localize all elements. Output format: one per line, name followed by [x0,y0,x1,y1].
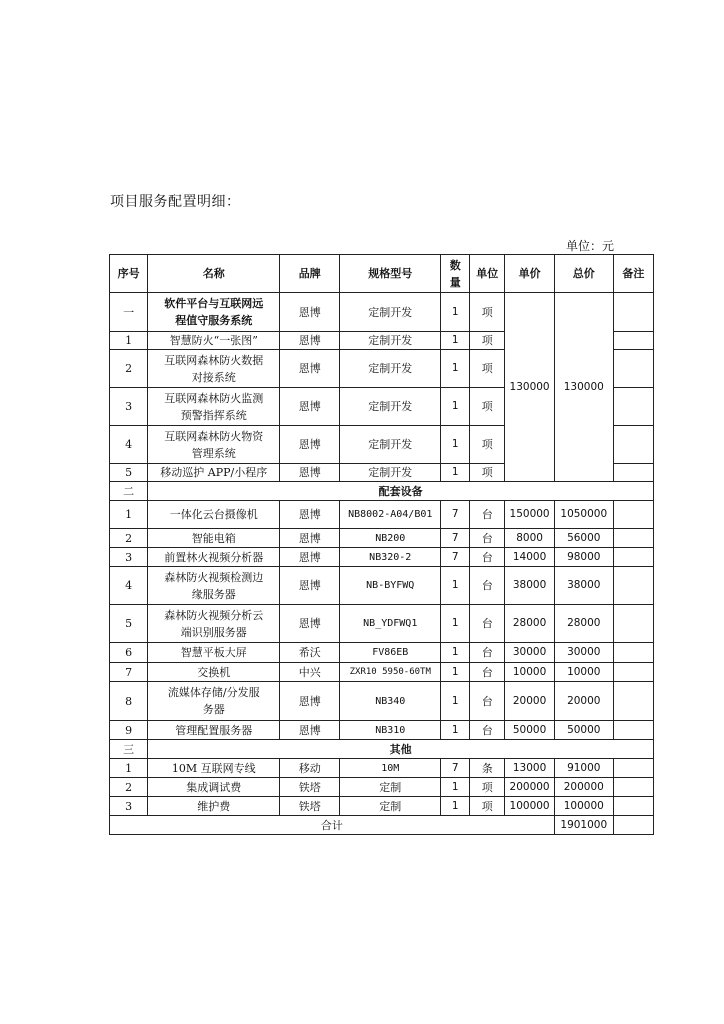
total-label: 合计 [110,816,555,835]
remark-cell [613,721,653,740]
total-cell: 98000 [554,548,613,567]
qty-cell: 7 [441,501,470,529]
price-cell: 20000 [505,682,555,721]
header-row [110,255,654,293]
qty-cell: 1 [441,605,470,643]
model-cell: NB310 [340,721,441,740]
header-qty-b: 量 [449,275,461,289]
seq-cell: 1 [110,759,148,778]
model-cell: NB340 [340,682,441,721]
name-line-2: 管理系统 [191,446,236,460]
total-cell: 28000 [554,605,613,643]
seq-cell: 7 [110,663,148,682]
header-name: 名称 [148,255,280,293]
price-cell: 38000 [505,567,555,605]
brand-cell: 恩博 [280,529,340,548]
header-qty-a: 数 [449,258,461,272]
seq-cell: 一 [110,293,148,332]
name-cell: 智慧防火“一张图” [148,332,280,350]
unit-cell: 台 [470,721,505,740]
seq-cell: 3 [110,388,148,426]
qty-cell: 1 [441,350,470,388]
price-cell: 100000 [505,797,555,816]
model-cell: 定制开发 [340,293,441,332]
brand-cell: 移动 [280,759,340,778]
seq-cell: 5 [110,605,148,643]
seq-cell: 三 [110,740,148,759]
name-cell: 10M 互联网专线 [148,759,280,778]
name-cell: 管理配置服务器 [148,721,280,740]
remark-cell [613,388,653,426]
price-cell: 150000 [505,501,555,529]
table-row [110,759,654,778]
name-cell [148,605,280,643]
unit-cell: 台 [470,663,505,682]
total-cell: 91000 [554,759,613,778]
seq-cell: 4 [110,426,148,464]
qty-cell: 1 [441,797,470,816]
price-cell: 13000 [505,759,555,778]
total-cell: 1050000 [554,501,613,529]
model-cell: ZXR10 5950-60TM [340,663,441,682]
remark-cell [613,350,653,388]
total-value: 1901000 [554,816,613,835]
remark-cell [613,778,653,797]
price-cell: 10000 [505,663,555,682]
total-cell: 30000 [554,643,613,663]
header-model: 规格型号 [340,255,441,293]
name-cell [148,293,280,332]
brand-cell: 铁塔 [280,797,340,816]
seq-cell: 1 [110,501,148,529]
total-cell: 130000 [554,293,613,482]
header-brand: 品牌 [280,255,340,293]
model-cell: NB200 [340,529,441,548]
model-cell: NB8002-A04/B01 [340,501,441,529]
seq-cell: 2 [110,350,148,388]
model-cell: 定制 [340,778,441,797]
total-cell: 38000 [554,567,613,605]
name-cell: 集成调试费 [148,778,280,797]
header-unit: 单位 [470,255,505,293]
unit-cell: 项 [470,388,505,426]
unit-cell: 项 [470,797,505,816]
table-row [110,567,654,605]
seq-cell: 二 [110,482,148,501]
section-name: 其他 [148,740,654,759]
unit-cell: 台 [470,529,505,548]
brand-cell: 恩博 [280,682,340,721]
unit-cell: 项 [470,426,505,464]
seq-cell: 3 [110,548,148,567]
brand-cell: 恩博 [280,548,340,567]
remark-cell [613,464,653,482]
remark-cell [613,663,653,682]
total-cell: 20000 [554,682,613,721]
brand-cell: 恩博 [280,464,340,482]
qty-cell: 7 [441,529,470,548]
name-line-2: 务器 [202,703,225,716]
model-cell: NB-BYFWQ [340,567,441,605]
remark-cell [613,682,653,721]
seq-cell: 8 [110,682,148,721]
name-cell [148,350,280,388]
qty-cell: 1 [441,567,470,605]
model-cell: NB320-2 [340,548,441,567]
table-row [110,529,654,548]
total-cell: 100000 [554,797,613,816]
unit-cell: 台 [470,501,505,529]
name-line-2: 缘服务器 [191,587,236,601]
table-row [110,721,654,740]
qty-cell: 1 [441,388,470,426]
unit-cell: 项 [470,350,505,388]
name-cell: 维护费 [148,797,280,816]
unit-cell: 项 [470,778,505,797]
seq-cell: 4 [110,567,148,605]
model-cell: 定制开发 [340,426,441,464]
table-row [110,643,654,663]
name-cell: 智慧平板大屏 [148,643,280,663]
qty-cell: 1 [441,464,470,482]
model-cell: 定制开发 [340,388,441,426]
brand-cell: 中兴 [280,663,340,682]
name-cell [148,682,280,721]
brand-cell: 恩博 [280,350,340,388]
header-seq: 序号 [110,255,148,293]
remark-cell [613,501,653,529]
section-row [110,482,654,501]
unit-cell: 项 [470,332,505,350]
unit-cell: 台 [470,682,505,721]
section-name: 配套设备 [148,482,654,501]
brand-cell: 恩博 [280,605,340,643]
total-cell: 10000 [554,663,613,682]
table-row [110,682,654,721]
unit-cell: 台 [470,605,505,643]
seq-cell: 6 [110,643,148,663]
section-row [110,740,654,759]
seq-cell: 2 [110,778,148,797]
name-cell [148,388,280,426]
unit-cell: 条 [470,759,505,778]
table-row [110,293,654,332]
name-line-2: 端识别服务器 [180,625,247,639]
qty-cell: 1 [441,643,470,663]
table-row [110,797,654,816]
total-cell: 50000 [554,721,613,740]
qty-cell: 7 [441,759,470,778]
name-cell [148,567,280,605]
name-cell [148,426,280,464]
remark-cell [613,293,653,332]
model-cell: NB_YDFWQ1 [340,605,441,643]
table-row [110,605,654,643]
price-cell: 28000 [505,605,555,643]
qty-cell: 7 [441,548,470,567]
seq-cell: 1 [110,332,148,350]
remark-cell [613,797,653,816]
qty-cell: 1 [441,778,470,797]
price-cell: 130000 [505,293,555,482]
seq-cell: 9 [110,721,148,740]
price-cell: 30000 [505,643,555,663]
name-line-1: 流媒体存储/分发服 [167,686,260,699]
remark-cell [613,643,653,663]
unit-cell: 项 [470,464,505,482]
table-row [110,501,654,529]
page-title: 项目服务配置明细： [110,194,241,210]
unit-cell: 台 [470,643,505,663]
remark-cell [613,759,653,778]
unit-cell: 台 [470,548,505,567]
name-cell: 一体化云台摄像机 [148,501,280,529]
price-cell: 14000 [505,548,555,567]
header-remark: 备注 [613,255,653,293]
qty-cell: 1 [441,682,470,721]
total-cell: 200000 [554,778,613,797]
header-total: 总价 [554,255,613,293]
table-row [110,663,654,682]
qty-cell: 1 [441,663,470,682]
total-cell: 56000 [554,529,613,548]
name-cell: 智能电箱 [148,529,280,548]
remark-cell [613,605,653,643]
header-qty [441,255,470,293]
seq-cell: 2 [110,529,148,548]
price-cell: 8000 [505,529,555,548]
name-line-1: 互联网森林防火物资 [164,429,264,443]
unit-cell: 项 [470,293,505,332]
model-cell: 定制开发 [340,350,441,388]
remark-cell [613,529,653,548]
name-line-2: 程值守服务系统 [175,314,253,327]
model-cell: 10M [340,759,441,778]
header-price: 单价 [505,255,555,293]
brand-cell: 铁塔 [280,778,340,797]
name-line-2: 对接系统 [191,370,236,384]
brand-cell: 恩博 [280,426,340,464]
model-cell: 定制开发 [340,464,441,482]
table-row [110,548,654,567]
name-cell: 前置林火视频分析器 [148,548,280,567]
brand-cell: 恩博 [280,332,340,350]
remark-cell [613,816,653,835]
remark-cell [613,567,653,605]
seq-cell: 3 [110,797,148,816]
name-cell: 移动巡护 APP/小程序 [148,464,280,482]
name-line-2: 预警指挥系统 [180,408,247,422]
price-cell: 200000 [505,778,555,797]
model-cell: 定制开发 [340,332,441,350]
config-table [109,254,654,835]
price-cell: 50000 [505,721,555,740]
remark-cell [613,548,653,567]
remark-cell [613,332,653,350]
model-cell: 定制 [340,797,441,816]
brand-cell: 恩博 [280,501,340,529]
unit-cell: 台 [470,567,505,605]
total-row [110,816,654,835]
model-cell: FV86EB [340,643,441,663]
brand-cell: 希沃 [280,643,340,663]
qty-cell: 1 [441,426,470,464]
qty-cell: 1 [441,721,470,740]
qty-cell: 1 [441,332,470,350]
table-row [110,778,654,797]
brand-cell: 恩博 [280,293,340,332]
remark-cell [613,426,653,464]
brand-cell: 恩博 [280,567,340,605]
name-cell: 交换机 [148,663,280,682]
name-line-1: 互联网森林防火数据 [164,353,264,367]
name-line-1: 森林防火视频分析云 [164,608,264,622]
unit-label: 单位：元 [566,239,615,253]
name-line-1: 森林防火视频检测边 [164,570,264,584]
name-line-1: 互联网森林防火监测 [164,391,264,405]
seq-cell: 5 [110,464,148,482]
brand-cell: 恩博 [280,388,340,426]
name-line-1: 软件平台与互联网远 [164,297,264,310]
brand-cell: 恩博 [280,721,340,740]
qty-cell: 1 [441,293,470,332]
